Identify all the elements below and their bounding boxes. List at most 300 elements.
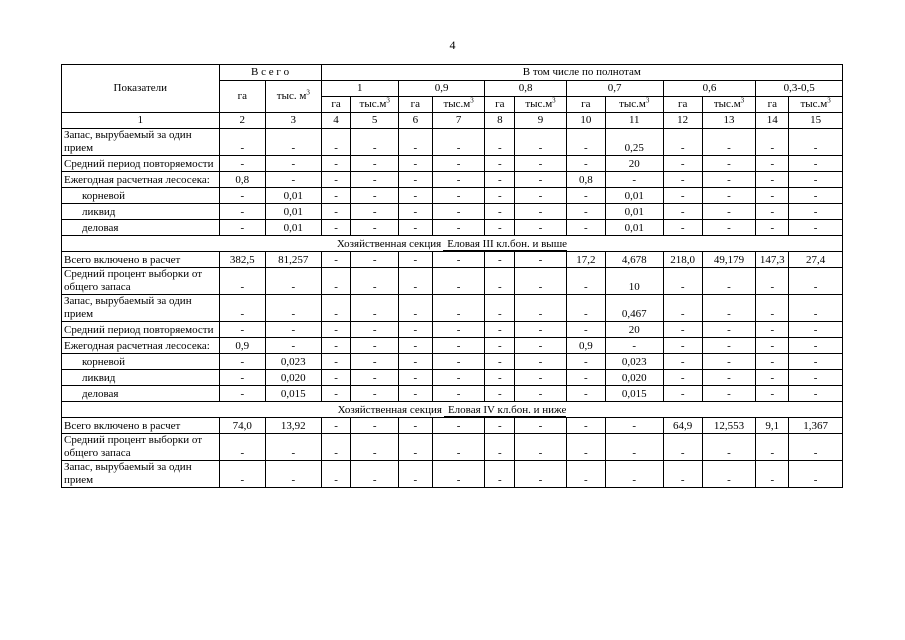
value-cell: -	[605, 172, 663, 188]
value-cell: 0,01	[265, 204, 321, 220]
value-cell: -	[265, 338, 321, 354]
value-cell: -	[265, 434, 321, 461]
value-cell: -	[756, 220, 789, 236]
value-cell: -	[702, 156, 756, 172]
value-cell: 0,023	[605, 354, 663, 370]
value-cell: -	[515, 220, 567, 236]
value-cell: -	[515, 461, 567, 488]
value-cell: -	[321, 461, 351, 488]
density-volume-header: $тыс.м^3$	[515, 97, 567, 113]
row-label: Всего включено в расчет	[62, 418, 220, 434]
value-cell: -	[515, 386, 567, 402]
value-cell: -	[566, 156, 605, 172]
value-cell: -	[515, 156, 567, 172]
table-row	[62, 188, 843, 204]
value-cell: -	[702, 295, 756, 322]
value-cell: -	[663, 370, 702, 386]
section-name: Еловая IV кл.бон. и ниже	[444, 404, 566, 417]
value-cell: -	[485, 322, 515, 338]
value-cell: -	[515, 204, 567, 220]
value-cell: -	[351, 220, 398, 236]
value-cell: -	[756, 172, 789, 188]
value-cell: -	[351, 188, 398, 204]
value-cell: -	[321, 322, 351, 338]
value-cell: -	[219, 156, 265, 172]
value-cell: -	[432, 386, 485, 402]
value-cell: -	[398, 295, 432, 322]
value-cell: -	[485, 220, 515, 236]
value-cell: 0,01	[605, 188, 663, 204]
density-volume-header: $тыс.м^3$	[702, 97, 756, 113]
value-cell: -	[219, 188, 265, 204]
row-label: корневой	[62, 188, 220, 204]
column-number-row	[62, 113, 843, 129]
value-cell: -	[398, 204, 432, 220]
value-cell: -	[702, 338, 756, 354]
value-cell: -	[702, 354, 756, 370]
column-number: 3	[265, 113, 321, 129]
value-cell: -	[485, 295, 515, 322]
value-cell: -	[566, 204, 605, 220]
value-cell: -	[756, 386, 789, 402]
value-cell: -	[265, 461, 321, 488]
value-cell: -	[789, 354, 843, 370]
value-cell: -	[219, 268, 265, 295]
value-cell: -	[515, 188, 567, 204]
value-cell: 0,8	[566, 172, 605, 188]
table-row	[62, 461, 843, 488]
row-label: Ежегодная расчетная лесосека:	[62, 338, 220, 354]
table-row	[62, 220, 843, 236]
value-cell: -	[789, 188, 843, 204]
value-cell: -	[702, 461, 756, 488]
value-cell: -	[566, 461, 605, 488]
value-cell: -	[351, 156, 398, 172]
value-cell: 10	[605, 268, 663, 295]
value-cell: -	[789, 434, 843, 461]
value-cell: 0,8	[219, 172, 265, 188]
value-cell: -	[398, 461, 432, 488]
value-cell: -	[789, 370, 843, 386]
value-cell: -	[702, 268, 756, 295]
value-cell: -	[398, 220, 432, 236]
value-cell: -	[702, 172, 756, 188]
value-cell: -	[566, 418, 605, 434]
value-cell: -	[351, 461, 398, 488]
value-cell: 0,023	[265, 354, 321, 370]
value-cell: -	[515, 354, 567, 370]
value-cell: -	[566, 370, 605, 386]
value-cell: -	[566, 322, 605, 338]
value-cell: -	[351, 386, 398, 402]
value-cell: 0,25	[605, 129, 663, 156]
density-ha-header: га	[485, 97, 515, 113]
row-label: Средний период повторяемости	[62, 156, 220, 172]
column-number: 12	[663, 113, 702, 129]
value-cell: -	[432, 129, 485, 156]
value-cell: 12,553	[702, 418, 756, 434]
value-cell: -	[789, 172, 843, 188]
value-cell: -	[485, 418, 515, 434]
value-cell: -	[515, 172, 567, 188]
value-cell: -	[485, 188, 515, 204]
value-cell: 13,92	[265, 418, 321, 434]
value-cell: -	[432, 172, 485, 188]
value-cell: -	[566, 129, 605, 156]
value-cell: -	[485, 268, 515, 295]
value-cell: 0,01	[265, 220, 321, 236]
value-cell: -	[265, 322, 321, 338]
value-cell: -	[219, 354, 265, 370]
value-cell: -	[351, 322, 398, 338]
value-cell: -	[398, 129, 432, 156]
value-cell: -	[663, 268, 702, 295]
value-cell: -	[663, 156, 702, 172]
density-header: 0,8	[485, 81, 566, 97]
value-cell: -	[756, 156, 789, 172]
value-cell: -	[756, 204, 789, 220]
value-cell: -	[566, 386, 605, 402]
value-cell: -	[321, 370, 351, 386]
section-name: Еловая III кл.бон. и выше	[443, 238, 567, 251]
value-cell: -	[605, 461, 663, 488]
value-cell: -	[398, 354, 432, 370]
value-cell: 1,367	[789, 418, 843, 434]
row-label: Средний процент выборки от общего запаса	[62, 434, 220, 461]
value-cell: -	[321, 434, 351, 461]
value-cell: -	[702, 188, 756, 204]
value-cell: -	[515, 338, 567, 354]
value-cell: -	[485, 354, 515, 370]
value-cell: 218,0	[663, 252, 702, 268]
value-cell: -	[515, 129, 567, 156]
row-label: Ежегодная расчетная лесосека:	[62, 172, 220, 188]
value-cell: -	[789, 322, 843, 338]
value-cell: -	[432, 204, 485, 220]
column-number: 14	[756, 113, 789, 129]
value-cell: -	[351, 354, 398, 370]
row-label: деловая	[62, 386, 220, 402]
value-cell: -	[265, 156, 321, 172]
density-volume-header: $тыс.м^3$	[605, 97, 663, 113]
value-cell: 0,9	[219, 338, 265, 354]
density-header: 0,9	[398, 81, 485, 97]
value-cell: 0,015	[605, 386, 663, 402]
value-cell: -	[663, 220, 702, 236]
header-row-1	[62, 65, 843, 81]
forest-density-table	[61, 64, 843, 488]
value-cell: -	[702, 129, 756, 156]
value-cell: -	[702, 386, 756, 402]
value-cell: -	[219, 295, 265, 322]
column-number: 2	[219, 113, 265, 129]
value-cell: 20	[605, 156, 663, 172]
value-cell: -	[219, 204, 265, 220]
value-cell: -	[566, 220, 605, 236]
value-cell: -	[351, 338, 398, 354]
value-cell: -	[219, 434, 265, 461]
value-cell: -	[566, 268, 605, 295]
density-header: 1	[321, 81, 398, 97]
table-row	[62, 322, 843, 338]
value-cell: -	[663, 322, 702, 338]
value-cell: -	[789, 386, 843, 402]
value-cell: -	[398, 172, 432, 188]
value-cell: -	[432, 188, 485, 204]
row-label: деловая	[62, 220, 220, 236]
total-header: В с е г о	[219, 65, 321, 81]
value-cell: -	[756, 268, 789, 295]
value-cell: -	[351, 370, 398, 386]
value-cell: -	[351, 268, 398, 295]
density-ha-header: га	[321, 97, 351, 113]
table-row	[62, 172, 843, 188]
value-cell: -	[321, 156, 351, 172]
value-cell: 81,257	[265, 252, 321, 268]
row-label: Запас, вырубаемый за один прием	[62, 461, 220, 488]
value-cell: -	[485, 386, 515, 402]
density-group-header: В том числе по полнотам	[321, 65, 842, 81]
section-prefix: Хозяйственная секция	[336, 238, 442, 250]
row-label: Средний процент выборки от общего запаса	[62, 268, 220, 295]
density-header: 0,6	[663, 81, 756, 97]
value-cell: -	[566, 354, 605, 370]
value-cell: -	[789, 268, 843, 295]
value-cell: -	[432, 370, 485, 386]
density-header: 0,3-0,5	[756, 81, 843, 97]
value-cell: -	[351, 204, 398, 220]
column-number: 13	[702, 113, 756, 129]
value-cell: 0,020	[605, 370, 663, 386]
density-header: 0,7	[566, 81, 663, 97]
section-row	[62, 402, 843, 418]
value-cell: -	[756, 188, 789, 204]
value-cell: 17,2	[566, 252, 605, 268]
value-cell: 74,0	[219, 418, 265, 434]
value-cell: -	[265, 295, 321, 322]
value-cell: -	[515, 252, 567, 268]
table-row	[62, 129, 843, 156]
value-cell: -	[321, 129, 351, 156]
value-cell: -	[398, 418, 432, 434]
value-cell: -	[756, 129, 789, 156]
column-number: 6	[398, 113, 432, 129]
value-cell: -	[756, 434, 789, 461]
column-number: 15	[789, 113, 843, 129]
column-number: 4	[321, 113, 351, 129]
value-cell: -	[432, 295, 485, 322]
column-number: 9	[515, 113, 567, 129]
value-cell: 0,467	[605, 295, 663, 322]
value-cell: 147,3	[756, 252, 789, 268]
row-label: ликвид	[62, 370, 220, 386]
value-cell: 0,01	[265, 188, 321, 204]
value-cell: -	[219, 370, 265, 386]
table-row	[62, 295, 843, 322]
value-cell: -	[566, 188, 605, 204]
value-cell: -	[485, 129, 515, 156]
density-ha-header: га	[756, 97, 789, 113]
table-row	[62, 434, 843, 461]
value-cell: -	[321, 204, 351, 220]
value-cell: -	[515, 434, 567, 461]
value-cell: -	[789, 129, 843, 156]
value-cell: -	[432, 268, 485, 295]
value-cell: 0,020	[265, 370, 321, 386]
value-cell: -	[702, 322, 756, 338]
value-cell: -	[663, 295, 702, 322]
value-cell: -	[321, 354, 351, 370]
value-cell: -	[432, 338, 485, 354]
value-cell: -	[398, 370, 432, 386]
value-cell: -	[398, 156, 432, 172]
value-cell: -	[485, 338, 515, 354]
table-row	[62, 370, 843, 386]
value-cell: -	[663, 338, 702, 354]
density-volume-header: $тыс.м^3$	[789, 97, 843, 113]
value-cell: -	[566, 295, 605, 322]
value-cell: -	[398, 322, 432, 338]
value-cell: -	[789, 156, 843, 172]
row-label: ликвид	[62, 204, 220, 220]
value-cell: -	[702, 370, 756, 386]
value-cell: -	[398, 188, 432, 204]
value-cell: -	[515, 322, 567, 338]
value-cell: -	[351, 434, 398, 461]
value-cell: -	[663, 354, 702, 370]
value-cell: -	[485, 370, 515, 386]
value-cell: 0,01	[605, 220, 663, 236]
value-cell: -	[321, 268, 351, 295]
column-number: 11	[605, 113, 663, 129]
value-cell: -	[351, 252, 398, 268]
value-cell: -	[321, 252, 351, 268]
value-cell: 0,01	[605, 204, 663, 220]
value-cell: -	[398, 386, 432, 402]
table-row	[62, 354, 843, 370]
value-cell: -	[321, 172, 351, 188]
value-cell: -	[566, 434, 605, 461]
value-cell: -	[663, 188, 702, 204]
density-volume-header: $тыс.м^3$	[351, 97, 398, 113]
row-label: корневой	[62, 354, 220, 370]
section-cell	[62, 402, 843, 418]
value-cell: -	[219, 461, 265, 488]
value-cell: -	[351, 418, 398, 434]
row-label: Запас, вырубаемый за один прием	[62, 295, 220, 322]
value-cell: -	[432, 252, 485, 268]
value-cell: -	[789, 204, 843, 220]
table-row	[62, 204, 843, 220]
value-cell: -	[265, 129, 321, 156]
table-row	[62, 252, 843, 268]
value-cell: -	[398, 434, 432, 461]
value-cell: -	[702, 204, 756, 220]
value-cell: -	[432, 322, 485, 338]
value-cell: -	[432, 461, 485, 488]
value-cell: -	[605, 434, 663, 461]
value-cell: -	[789, 220, 843, 236]
value-cell: 49,179	[702, 252, 756, 268]
value-cell: 0,9	[566, 338, 605, 354]
value-cell: -	[515, 418, 567, 434]
value-cell: -	[756, 338, 789, 354]
value-cell: 64,9	[663, 418, 702, 434]
value-cell: -	[663, 204, 702, 220]
value-cell: -	[432, 418, 485, 434]
value-cell: -	[605, 418, 663, 434]
column-number: 10	[566, 113, 605, 129]
value-cell: 382,5	[219, 252, 265, 268]
section-cell	[62, 236, 843, 252]
value-cell: -	[702, 434, 756, 461]
value-cell: -	[219, 386, 265, 402]
column-number: 8	[485, 113, 515, 129]
value-cell: -	[351, 295, 398, 322]
density-volume-header: $тыс.м^3$	[432, 97, 485, 113]
value-cell: -	[485, 204, 515, 220]
value-cell: -	[432, 434, 485, 461]
value-cell: 4,678	[605, 252, 663, 268]
value-cell: -	[398, 338, 432, 354]
table-row	[62, 386, 843, 402]
value-cell: -	[321, 188, 351, 204]
value-cell: -	[756, 322, 789, 338]
value-cell: -	[485, 461, 515, 488]
density-ha-header: га	[398, 97, 432, 113]
value-cell: -	[663, 129, 702, 156]
value-cell: -	[789, 295, 843, 322]
column-number: 5	[351, 113, 398, 129]
value-cell: -	[485, 252, 515, 268]
total-volume-header: тыс. $м^3$	[265, 81, 321, 113]
row-label: Запас, вырубаемый за один прием	[62, 129, 220, 156]
value-cell: -	[321, 338, 351, 354]
density-ha-header: га	[566, 97, 605, 113]
table-row	[62, 338, 843, 354]
value-cell: -	[789, 338, 843, 354]
value-cell: -	[515, 295, 567, 322]
density-ha-header: га	[663, 97, 702, 113]
value-cell: -	[663, 434, 702, 461]
row-label: Всего включено в расчет	[62, 252, 220, 268]
value-cell: -	[398, 268, 432, 295]
value-cell: -	[351, 129, 398, 156]
value-cell: -	[485, 172, 515, 188]
value-cell: -	[321, 418, 351, 434]
value-cell: -	[432, 354, 485, 370]
value-cell: -	[321, 220, 351, 236]
value-cell: -	[663, 172, 702, 188]
value-cell: -	[219, 129, 265, 156]
value-cell: -	[398, 252, 432, 268]
value-cell: -	[219, 220, 265, 236]
value-cell: -	[756, 295, 789, 322]
value-cell: -	[432, 220, 485, 236]
section-prefix: Хозяйственная секция	[337, 404, 442, 416]
section-row	[62, 236, 843, 252]
value-cell: -	[219, 322, 265, 338]
value-cell: -	[515, 268, 567, 295]
row-label: Средний период повторяемости	[62, 322, 220, 338]
value-cell: 20	[605, 322, 663, 338]
value-cell: -	[515, 370, 567, 386]
value-cell: -	[605, 338, 663, 354]
value-cell: -	[485, 156, 515, 172]
value-cell: -	[351, 172, 398, 188]
indicators-header: Показатели	[62, 65, 220, 113]
table-row	[62, 418, 843, 434]
